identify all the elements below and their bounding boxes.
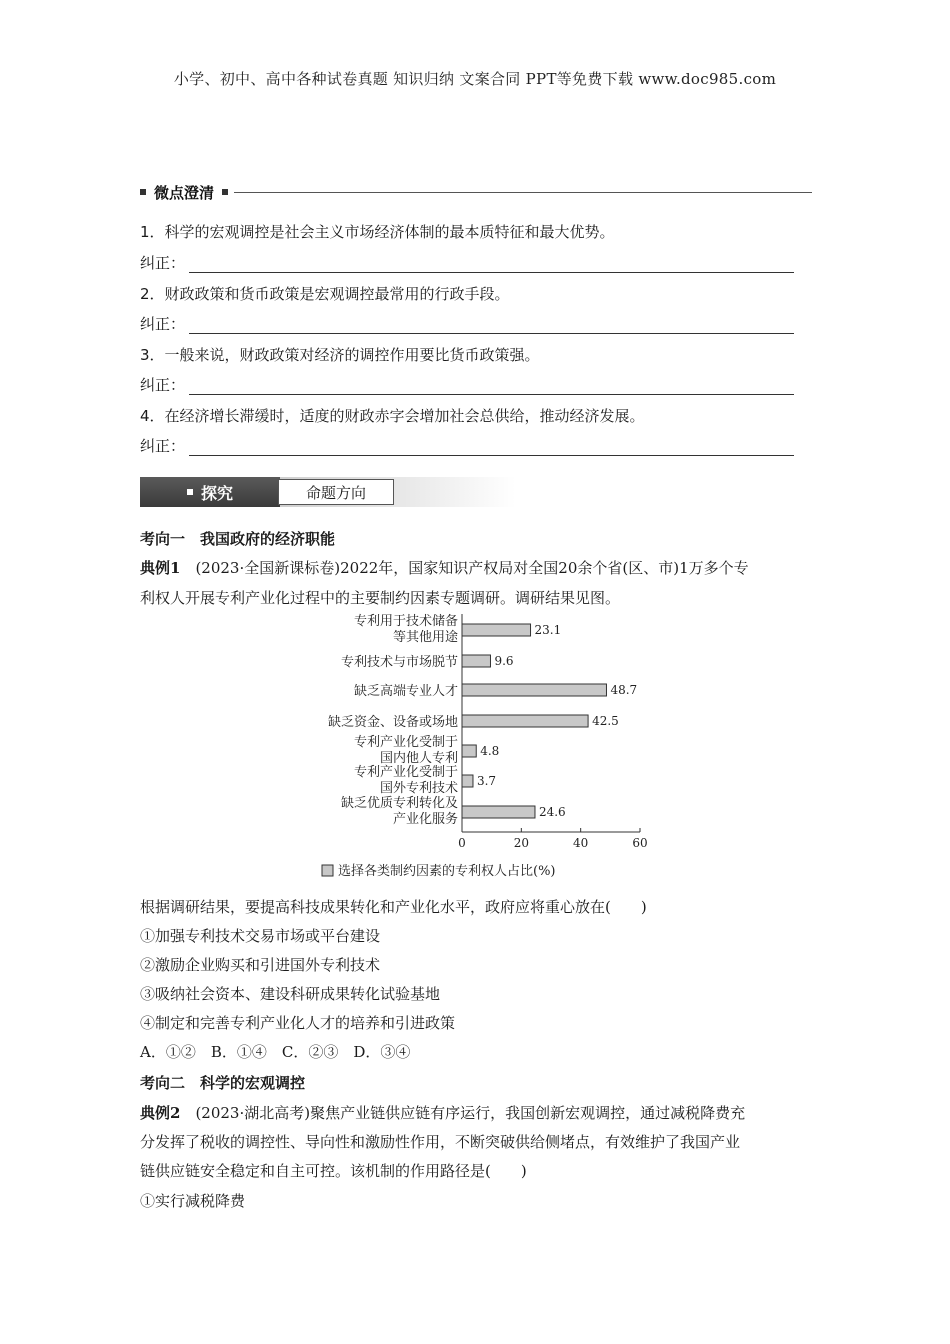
question-1-option-1: ①加强专利技术交易市场或平台建设	[140, 927, 381, 945]
fix-line-2[interactable]	[140, 313, 794, 334]
category-label: 国外专利技术	[379, 781, 458, 796]
example-label: 典例2	[140, 1104, 181, 1122]
fix-label: 纠正：	[140, 437, 186, 455]
example-1-line-2: 利权人开展专利产业化过程中的主要制约因素专题调研。调研结果见图。	[140, 589, 621, 607]
fix-label: 纠正：	[140, 376, 186, 394]
bar	[462, 775, 473, 787]
example-2-line-3: 链供应链安全稳定和自主可控。该机制的作用路径是( )	[140, 1162, 527, 1180]
bar-value-label: 42.5	[592, 714, 619, 728]
fix-line-4[interactable]	[140, 435, 794, 456]
clarify-item-2: 2．财政政策和货币政策是宏观调控最常用的行政手段。	[140, 285, 510, 303]
bar-value-label: 23.1	[534, 623, 562, 637]
page-header: 小学、初中、高中各种试卷真题 知识归纳 文案合同 PPT等免费下载 www.doc985.com	[173, 70, 777, 88]
bar	[462, 624, 531, 636]
bar-value-label: 4.8	[480, 744, 500, 758]
x-tick-label: 0	[458, 836, 466, 850]
example-label: 典例1	[140, 559, 181, 577]
bar-value-label: 24.6	[538, 805, 566, 819]
divider	[234, 192, 812, 193]
direction-1-title: 考向一 我国政府的经济职能	[140, 530, 336, 548]
example-2-line-1	[140, 1099, 812, 1128]
question-1-stem: 根据调研结果，要提高科技成果转化和产业化水平，政府应将重心放在( )	[140, 898, 647, 916]
bar-chart	[300, 610, 660, 888]
direction-2-title: 考向二 科学的宏观调控	[140, 1074, 306, 1092]
question-1-option-2: ②激励企业购买和引进国外专利技术	[140, 956, 381, 974]
bar	[462, 715, 588, 727]
x-tick-label: 60	[632, 836, 648, 850]
legend-swatch	[322, 865, 333, 876]
section-title-clarify	[140, 182, 812, 202]
bar-value-label: 48.7	[610, 683, 638, 697]
clarify-item-3: 3．一般来说，财政政策对经济的调控作用要比货币政策强。	[140, 346, 540, 364]
example-text: 2022年，国家知识产权局对全国20余个省(区、市)1万多个专	[340, 559, 749, 577]
example-text: 聚焦产业链供应链有序运行，我国创新宏观调控，通过减税降费充	[310, 1104, 746, 1122]
x-tick-label: 40	[573, 836, 589, 850]
category-label: 国内他人专利	[379, 751, 458, 766]
clarify-item-4: 4．在经济增长滞缓时，适度的财政赤字会增加社会总供给，推动经济发展。	[140, 407, 645, 425]
answer-blank[interactable]	[189, 319, 794, 334]
bar-value-label: 3.7	[476, 774, 497, 788]
fix-label: 纠正：	[140, 254, 186, 272]
x-tick-label: 20	[513, 836, 529, 850]
example-2-line-2: 分发挥了税收的调控性、导向性和激励性作用，不断突破供给侧堵点，有效维护了我国产业	[140, 1133, 741, 1151]
example-source: (2023·全国新课标卷)	[195, 559, 341, 577]
legend-label: 选择各类制约因素的专利权人占比(%)	[338, 864, 556, 879]
example-2-option-1: ①实行减税降费	[140, 1192, 246, 1210]
category-label: 专利技术与市场脱节	[340, 655, 458, 670]
category-label: 专利产业化受制于	[353, 765, 458, 780]
example-1-line-1	[140, 554, 812, 583]
bar-value-label: 9.6	[494, 654, 514, 668]
banner-right: 命题方向	[278, 479, 394, 505]
bar	[462, 745, 476, 757]
bar	[462, 806, 535, 818]
fix-line-1[interactable]	[140, 252, 794, 273]
answer-blank[interactable]	[189, 441, 794, 456]
category-label: 产业化服务	[392, 812, 458, 827]
clarify-item-1: 1．科学的宏观调控是社会主义市场经济体制的最本质特征和最大优势。	[140, 223, 615, 241]
category-label: 专利产业化受制于	[353, 735, 458, 750]
answer-blank[interactable]	[189, 258, 794, 273]
section-title-label: 微点澄清	[154, 183, 215, 202]
bar	[462, 684, 606, 696]
category-label: 专利用于技术储备	[353, 614, 458, 629]
category-label: 缺乏资金、设备或场地	[327, 715, 458, 730]
category-label: 等其他用途	[392, 630, 458, 645]
square-bullet-icon	[140, 189, 146, 195]
section-banner	[140, 477, 516, 507]
example-source: (2023·湖北高考)	[195, 1104, 311, 1122]
banner-left	[140, 477, 280, 507]
answer-blank[interactable]	[189, 380, 794, 395]
bar	[462, 655, 490, 667]
square-bullet-icon	[222, 189, 228, 195]
question-1-choices: A．①② B．①④ C．②③ D．③④	[140, 1043, 411, 1061]
banner-left-label: 探究	[200, 483, 233, 503]
fix-line-3[interactable]	[140, 374, 794, 395]
question-1-option-4: ④制定和完善专利产业化人才的培养和引进政策	[140, 1014, 456, 1032]
question-1-option-3: ③吸纳社会资本、建设科研成果转化试验基地	[140, 985, 441, 1003]
category-label: 缺乏高端专业人才	[353, 684, 458, 699]
fix-label: 纠正：	[140, 315, 186, 333]
square-bullet-icon	[187, 489, 193, 495]
category-label: 缺乏优质专利转化及	[340, 796, 458, 811]
